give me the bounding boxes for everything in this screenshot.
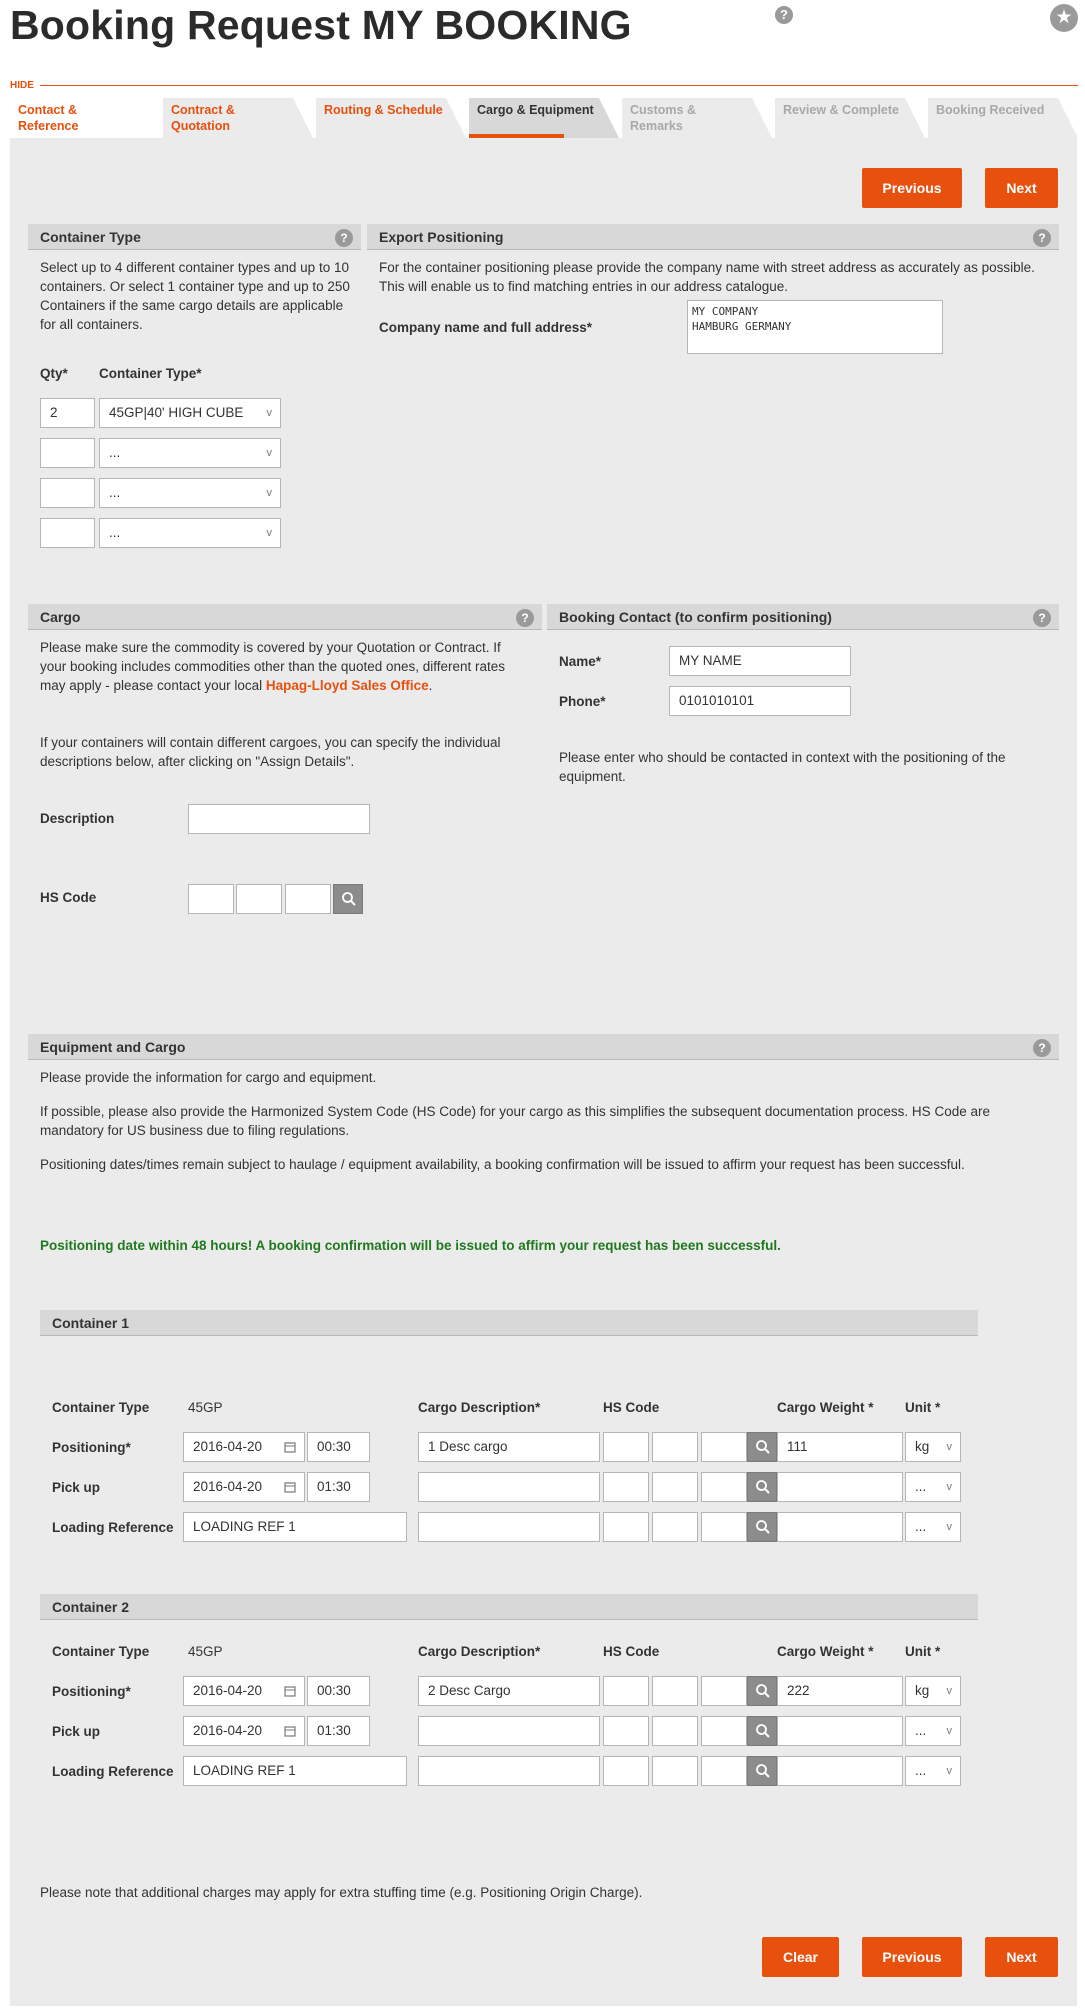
- booking-contact-header: [547, 604, 1059, 630]
- step-tab-cargo[interactable]: [469, 98, 619, 138]
- chevron-down-icon: v: [946, 1441, 952, 1453]
- container-type-label: Container Type*: [99, 366, 202, 381]
- address-textarea[interactable]: MY COMPANY HAMBURG GERMANY: [687, 300, 943, 354]
- positioning-time-input[interactable]: 00:30: [307, 1432, 370, 1462]
- calendar-icon: [284, 1481, 296, 1493]
- qty-label: Qty*: [40, 366, 68, 381]
- chevron-down-icon: v: [266, 487, 272, 499]
- chevron-down-icon: v: [946, 1685, 952, 1697]
- search-icon: [755, 1723, 771, 1739]
- hs-code-input-1[interactable]: [188, 884, 234, 914]
- hs-code-input-3[interactable]: [701, 1512, 747, 1542]
- pickup-time-input[interactable]: 01:30: [307, 1472, 370, 1502]
- divider: [40, 85, 1078, 86]
- container-2-header: [40, 1594, 978, 1620]
- step-label: Contract & Quotation: [171, 103, 235, 133]
- loading-reference-row-label: Loading Reference: [52, 1764, 174, 1779]
- select-value: ...: [109, 485, 121, 500]
- loading-reference-input[interactable]: LOADING REF 1: [183, 1756, 407, 1786]
- hs-code-input-2[interactable]: [652, 1716, 698, 1746]
- hs-code-search-button[interactable]: [747, 1512, 777, 1542]
- clear-button[interactable]: Clear: [762, 1937, 839, 1977]
- select-value: ...: [915, 1479, 927, 1494]
- step-tab-routing[interactable]: [316, 98, 466, 138]
- hs-code-search-button[interactable]: [333, 884, 363, 914]
- hs-code-search-button[interactable]: [747, 1676, 777, 1706]
- positioning-row-label: Positioning*: [52, 1440, 131, 1455]
- booking-contact-note: Please enter who should be contacted in context with the positioning of the equipment.: [559, 750, 1006, 784]
- unit-col-label: Unit *: [905, 1400, 941, 1415]
- search-icon: [341, 891, 357, 907]
- equipment-cargo-p1: Please provide the information for cargo and equipment.: [40, 1070, 377, 1085]
- help-icon[interactable]: ?: [1033, 229, 1051, 247]
- step-tab-review: [775, 98, 925, 138]
- positioning-date-input[interactable]: [183, 1432, 305, 1462]
- cargo-weight-col-label: Cargo Weight *: [777, 1400, 874, 1415]
- section-title: Container Type: [40, 229, 141, 245]
- description-label: Description: [40, 811, 115, 826]
- hs-code-input-1[interactable]: [603, 1512, 649, 1542]
- section-title: Equipment and Cargo: [40, 1039, 186, 1055]
- step-label: Customs & Remarks: [630, 103, 696, 133]
- equipment-cargo-p2: If possible, please also provide the Harmonized System Code (HS Code) for your cargo as this simplifies the subsequent documentation process. HS Code are mandatory for US business due to filing regulations.: [40, 1104, 990, 1138]
- hs-code-input-3[interactable]: [701, 1676, 747, 1706]
- search-icon: [755, 1683, 771, 1699]
- hs-code-search-button[interactable]: [747, 1756, 777, 1786]
- phone-input[interactable]: 0101010101: [669, 686, 851, 716]
- chevron-down-icon: v: [266, 527, 272, 539]
- previous-button[interactable]: Previous: [862, 1937, 962, 1977]
- positioning-warning: Positioning date within 48 hours! A booking confirmation will be issued to affirm your request has been successful.: [40, 1238, 781, 1253]
- step-tab-contract[interactable]: [163, 98, 313, 138]
- next-button[interactable]: Next: [985, 168, 1058, 208]
- container-1-header: [40, 1310, 978, 1336]
- chevron-down-icon: v: [946, 1481, 952, 1493]
- step-tabs: [10, 98, 1080, 138]
- search-icon: [755, 1479, 771, 1495]
- hs-code-input-3[interactable]: [285, 884, 331, 914]
- container-type-col-label: Container Type: [52, 1400, 150, 1415]
- section-title: Export Positioning: [379, 229, 504, 245]
- hs-code-input-3[interactable]: [701, 1716, 747, 1746]
- step-tab-customs: [622, 98, 772, 138]
- cargo-description-input[interactable]: 2 Desc Cargo: [418, 1676, 600, 1706]
- cargo-weight-input[interactable]: [777, 1512, 903, 1542]
- cargo-description-input[interactable]: [418, 1756, 600, 1786]
- cargo-weight-col-label: Cargo Weight *: [777, 1644, 874, 1659]
- chevron-down-icon: v: [946, 1765, 952, 1777]
- select-value: ...: [915, 1723, 927, 1738]
- help-icon[interactable]: ?: [335, 229, 353, 247]
- step-label: Contact & Reference: [18, 103, 79, 133]
- date-value: 2016-04-20: [193, 1723, 263, 1738]
- container-title: Container 1: [52, 1315, 130, 1331]
- date-value: 2016-04-20: [193, 1479, 263, 1494]
- date-value: 2016-04-20: [193, 1683, 263, 1698]
- pickup-time-input[interactable]: 01:30: [307, 1716, 370, 1746]
- description-input[interactable]: [188, 804, 370, 834]
- cargo-description-col-label: Cargo Description*: [418, 1644, 541, 1659]
- select-value: kg: [915, 1439, 930, 1454]
- hs-code-input-1[interactable]: [603, 1756, 649, 1786]
- hs-code-label: HS Code: [40, 890, 97, 905]
- hs-code-search-button[interactable]: [747, 1432, 777, 1462]
- container-type-select[interactable]: [99, 398, 281, 428]
- hs-code-input-2[interactable]: [652, 1512, 698, 1542]
- hs-code-input-2[interactable]: [652, 1756, 698, 1786]
- hs-code-input-1[interactable]: [603, 1716, 649, 1746]
- loading-reference-row-label: Loading Reference: [52, 1520, 174, 1535]
- hs-code-input-1[interactable]: [603, 1432, 649, 1462]
- export-positioning-intro: For the container positioning please provide the company name with street address as accurately as possible. This will enable us to find matching entries in our address catalogue.: [379, 260, 1035, 294]
- hs-code-input-2[interactable]: [236, 884, 282, 914]
- help-icon[interactable]: ?: [516, 609, 534, 627]
- section-title: Booking Contact (to confirm positioning): [559, 609, 832, 625]
- container-type-select[interactable]: [99, 518, 281, 548]
- step-label: Booking Received: [936, 103, 1045, 117]
- phone-label: Phone*: [559, 694, 606, 709]
- hide-link[interactable]: HIDE: [10, 80, 34, 91]
- next-button[interactable]: Next: [985, 1937, 1058, 1977]
- qty-input[interactable]: [40, 478, 95, 508]
- help-icon[interactable]: ?: [775, 6, 793, 24]
- loading-reference-input[interactable]: LOADING REF 1: [183, 1512, 407, 1542]
- select-value: ...: [109, 445, 121, 460]
- pickup-date-input[interactable]: [183, 1472, 305, 1502]
- pickup-date-input[interactable]: [183, 1716, 305, 1746]
- container-type-col-label: Container Type: [52, 1644, 150, 1659]
- name-input[interactable]: MY NAME: [669, 646, 851, 676]
- qty-input[interactable]: [40, 518, 95, 548]
- cargo-weight-input[interactable]: [777, 1716, 903, 1746]
- unit-col-label: Unit *: [905, 1644, 941, 1659]
- hs-code-col-label: HS Code: [603, 1644, 660, 1659]
- sales-office-link[interactable]: Hapag-Lloyd Sales Office: [265, 678, 429, 693]
- cargo-header: [28, 604, 542, 630]
- cargo-intro-2: If your containers will contain different cargoes, you can specify the individual descriptions below, after clicking on "Assign Details".: [40, 735, 501, 769]
- equipment-cargo-header: [28, 1034, 1059, 1060]
- unit-select[interactable]: [905, 1512, 961, 1542]
- search-icon: [755, 1439, 771, 1455]
- name-label: Name*: [559, 654, 602, 669]
- hs-code-input-3[interactable]: [701, 1472, 747, 1502]
- address-label: Company name and full address*: [379, 320, 593, 335]
- unit-select[interactable]: [905, 1432, 961, 1462]
- hs-code-input-1[interactable]: [603, 1676, 649, 1706]
- chevron-down-icon: v: [946, 1521, 952, 1533]
- unit-select[interactable]: [905, 1472, 961, 1502]
- container-type-value: 45GP: [188, 1400, 223, 1415]
- container-type-header: [28, 224, 361, 250]
- hs-code-input-1[interactable]: [603, 1472, 649, 1502]
- container-type-intro: Select up to 4 different container types and up to 10 containers. Or select 1 container type and up to 250 Containers if the same cargo details are applicable for all containers.: [40, 260, 350, 332]
- cargo-description-input[interactable]: [418, 1472, 600, 1502]
- star-icon[interactable]: ★: [1050, 4, 1078, 32]
- cargo-intro-end: .: [428, 678, 433, 693]
- calendar-icon: [284, 1685, 296, 1697]
- positioning-date-input[interactable]: [183, 1676, 305, 1706]
- hs-code-input-3[interactable]: [701, 1756, 747, 1786]
- page-title: Booking Request MY BOOKING: [10, 2, 632, 48]
- select-value: ...: [109, 525, 121, 540]
- container-type-select[interactable]: [99, 478, 281, 508]
- container-type-value: 45GP: [188, 1644, 223, 1659]
- calendar-icon: [284, 1725, 296, 1737]
- step-label: Review & Complete: [783, 103, 900, 117]
- positioning-time-input[interactable]: 00:30: [307, 1676, 370, 1706]
- hs-code-search-button[interactable]: [747, 1472, 777, 1502]
- container-type-select[interactable]: [99, 438, 281, 468]
- hs-code-input-3[interactable]: [701, 1432, 747, 1462]
- search-icon: [755, 1763, 771, 1779]
- previous-button[interactable]: Previous: [862, 168, 962, 208]
- equipment-cargo-p3: Positioning dates/times remain subject to haulage / equipment availability, a booking confirmation will be issued to affirm your request has been successful.: [40, 1157, 965, 1172]
- footer-note: Please note that additional charges may apply for extra stuffing time (e.g. Positioning Origin Charge).: [40, 1885, 643, 1900]
- select-value: 45GP|40' HIGH CUBE: [109, 405, 244, 420]
- hs-code-input-2[interactable]: [652, 1472, 698, 1502]
- cargo-description-input[interactable]: [418, 1716, 600, 1746]
- qty-input[interactable]: 2: [40, 398, 95, 428]
- cargo-description-input[interactable]: [418, 1512, 600, 1542]
- select-value: ...: [915, 1519, 927, 1534]
- hs-code-col-label: HS Code: [603, 1400, 660, 1415]
- search-icon: [755, 1519, 771, 1535]
- pickup-row-label: Pick up: [52, 1724, 101, 1739]
- section-title: Cargo: [40, 609, 81, 625]
- select-value: kg: [915, 1683, 930, 1698]
- hs-code-input-2[interactable]: [652, 1676, 698, 1706]
- select-value: ...: [915, 1763, 927, 1778]
- cargo-description-input[interactable]: 1 Desc cargo: [418, 1432, 600, 1462]
- step-tab-contact[interactable]: [10, 98, 160, 138]
- hs-code-input-2[interactable]: [652, 1432, 698, 1462]
- date-value: 2016-04-20: [193, 1439, 263, 1454]
- unit-select[interactable]: [905, 1716, 961, 1746]
- chevron-down-icon: v: [266, 447, 272, 459]
- chevron-down-icon: v: [266, 407, 272, 419]
- positioning-row-label: Positioning*: [52, 1684, 131, 1699]
- cargo-weight-input[interactable]: 111: [777, 1432, 903, 1462]
- cargo-description-col-label: Cargo Description*: [418, 1400, 541, 1415]
- cargo-weight-input[interactable]: [777, 1756, 903, 1786]
- cargo-intro-text: Please make sure the commodity is covered by your Quotation or Contract. If your booking includes commodities other than the quoted ones, different rates may apply - please contact your local: [40, 640, 506, 693]
- help-icon[interactable]: ?: [1033, 1039, 1051, 1057]
- export-positioning-header: [367, 224, 1059, 250]
- qty-input[interactable]: [40, 438, 95, 468]
- step-tab-received: [928, 98, 1078, 138]
- container-title: Container 2: [52, 1599, 130, 1615]
- cargo-weight-input[interactable]: 222: [777, 1676, 903, 1706]
- help-icon[interactable]: ?: [1033, 609, 1051, 627]
- calendar-icon: [284, 1441, 296, 1453]
- unit-select[interactable]: [905, 1756, 961, 1786]
- pickup-row-label: Pick up: [52, 1480, 101, 1495]
- hs-code-search-button[interactable]: [747, 1716, 777, 1746]
- step-label: Cargo & Equipment: [477, 103, 594, 117]
- main-panel: [10, 138, 1077, 2006]
- chevron-down-icon: v: [946, 1725, 952, 1737]
- unit-select[interactable]: [905, 1676, 961, 1706]
- cargo-weight-input[interactable]: [777, 1472, 903, 1502]
- cargo-intro: [40, 638, 520, 695]
- step-label: Routing & Schedule: [324, 103, 443, 117]
